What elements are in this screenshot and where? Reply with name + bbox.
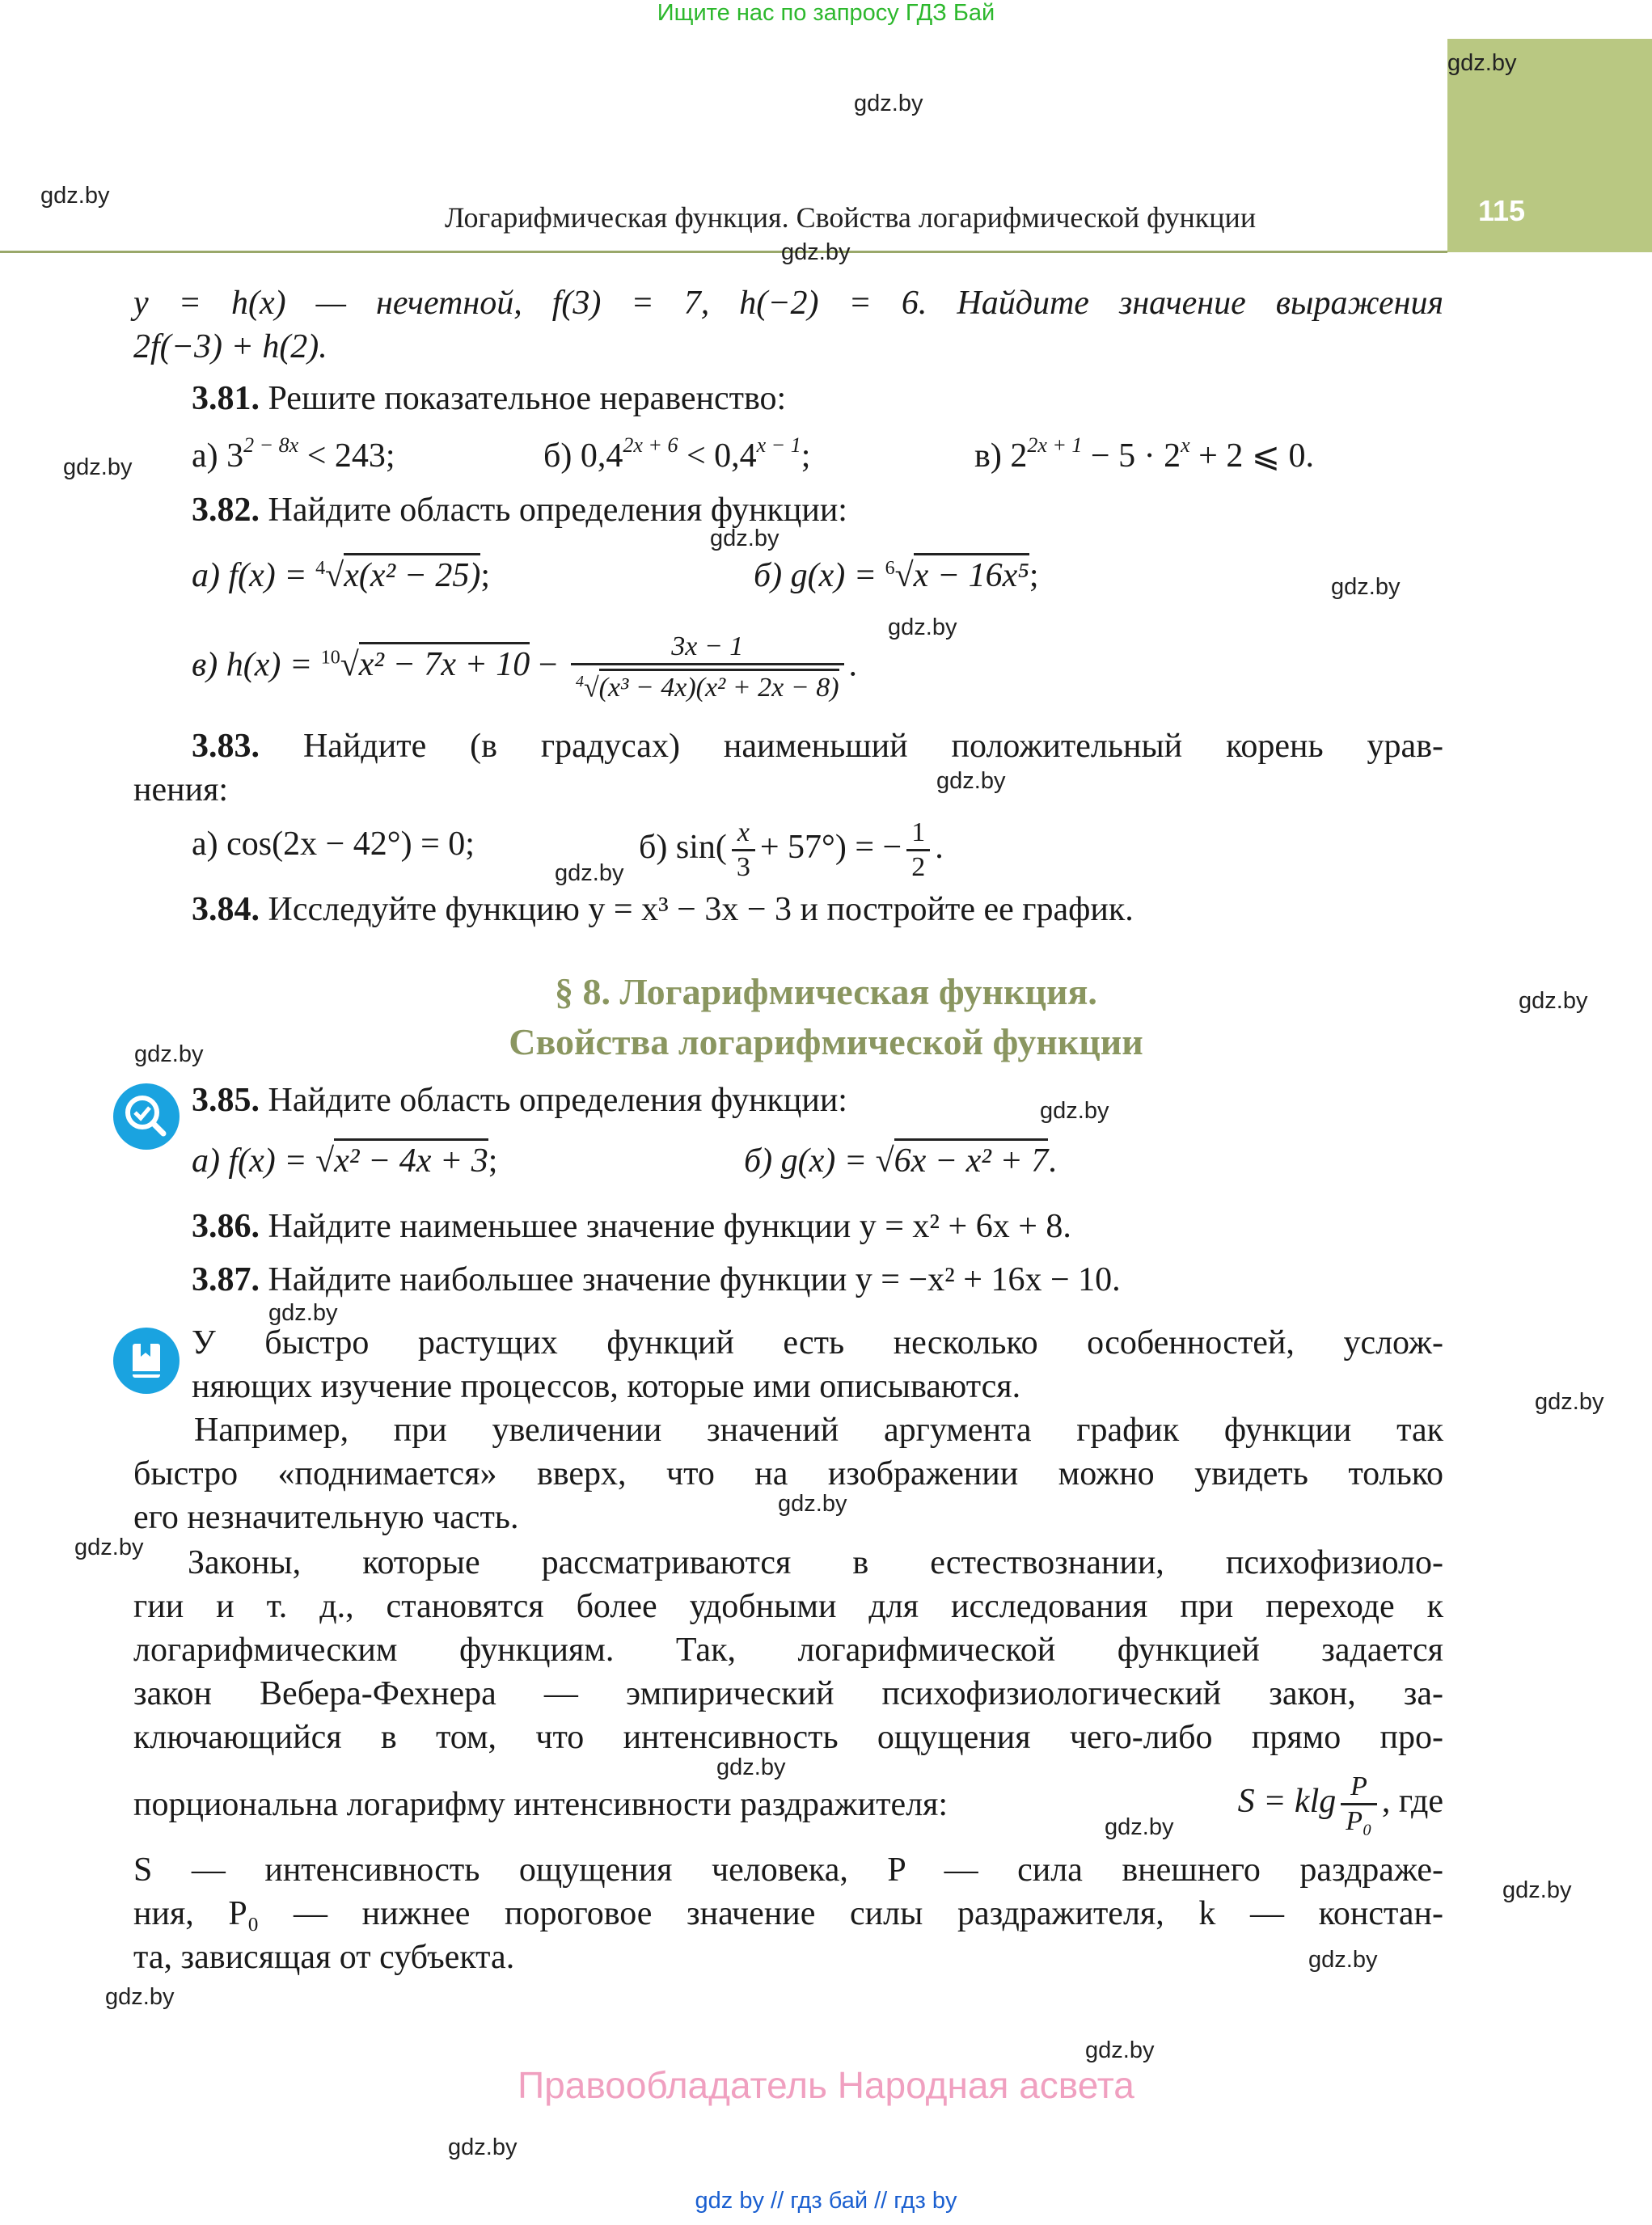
problem-number: 3.81. [192, 380, 260, 417]
watermark: gdz.by [555, 860, 624, 886]
watermark: gdz.by [134, 1041, 204, 1067]
problem-3-82 [192, 488, 1443, 532]
problem-3-86 [192, 1205, 1443, 1248]
weber-fechner-formula: S = klg [1237, 1783, 1337, 1821]
problem-3-87 [192, 1258, 1443, 1302]
problem-3-85-a: а) f(x) = √x² − 4x + 3; [192, 1142, 497, 1180]
body-line: та, зависящая от субъекта. [133, 1939, 515, 1976]
problem-text: Найдите (в градусах) наименьший положительный корень урав- [302, 728, 1444, 765]
problem-3-83-b: б) sin( $\frac{x}{3}$ + 57°) = − $\frac{1}{2}$ . [639, 817, 944, 882]
body-line: Законы, которые рассматриваются в естествознании, психофизиоло- [188, 1544, 1443, 1581]
fraction: $\frac{x}{3}$ [732, 817, 755, 884]
copyright-notice: Правообладатель Народная асвета [518, 2064, 1134, 2106]
problem-number: 3.86. [192, 1208, 260, 1245]
problem-3-81-b: б) $0,4^{2x + 6} < 0,4^{x - 1}$; [543, 433, 811, 475]
header-rule [0, 251, 1447, 253]
page-number: 115 [1478, 194, 1526, 227]
problem-3-82-c: в) h(x) = $^{10}$√x² − 7x + 10 − $\frac{3x - 1}{^4√(x^3 - 4x)(x^2 + 2x - 8)}$ . [192, 631, 858, 703]
watermark: gdz.by [448, 2134, 518, 2160]
problem-3-82-b: б) g(x) = $^6$√x − 16x⁵; [754, 556, 1039, 595]
body-line: его незначительную часть. [133, 1499, 519, 1536]
problem-number: 3.82. [192, 492, 260, 529]
watermark: gdz.by [710, 526, 780, 551]
fraction: $\frac{1}{2}$ [906, 817, 930, 884]
watermark: gdz.by [1519, 988, 1588, 1014]
body-line: Например, при увеличении значений аргумента график функции так [194, 1412, 1443, 1449]
search-check-icon [113, 1083, 180, 1150]
problem-3-83-cont: нения: [133, 771, 229, 809]
watermark: gdz.by [1331, 574, 1401, 600]
body-line: гии и т. д., становятся более удобными для исследования при переходе к [133, 1588, 1443, 1625]
section-title-line-1: § 8. Логарифмическая функция. [555, 971, 1097, 1012]
problem-3-81-c: в) $2^{2x + 1} - 5 \cdot 2^x + 2$ ⩽ 0. [974, 433, 1315, 475]
fraction: $\frac{3x - 1}{^4√(x^3 - 4x)(x^2 + 2x - 8)}$ [571, 631, 844, 704]
problem-text: Исследуйте функцию y = x³ − 3x − 3 и постройте ее график. [268, 891, 1134, 928]
watermark: gdz.by [1085, 2037, 1155, 2063]
watermark: gdz.by [781, 239, 851, 265]
body-line: ключающийся в том, что интенсивность ощущения чего-либо прямо про- [133, 1719, 1443, 1756]
watermark: gdz.by [1502, 1877, 1572, 1903]
watermark: gdz.by [854, 91, 923, 116]
watermark: gdz.by [778, 1491, 847, 1517]
body-line: няющих изучение процессов, которые ими описываются. [192, 1368, 1021, 1405]
problem-3-81-a: а) $3^{2 - 8x} < 243$; [192, 433, 395, 475]
watermark: gdz.by [1040, 1098, 1109, 1124]
problem-number: 3.83. [192, 728, 260, 765]
problem-text: Найдите наименьшее значение функции y = x² + 6x + 8. [268, 1208, 1071, 1245]
watermark: gdz.by [63, 454, 133, 480]
problem-3-85 [192, 1079, 1443, 1122]
problem-text: Решите показательное неравенство: [268, 380, 787, 417]
watermark: gdz.by [105, 1984, 175, 2010]
problem-3-85-b: б) g(x) = √6x − x² + 7. [744, 1142, 1057, 1180]
intro-line-2: 2f(−3) + h(2). [133, 328, 327, 365]
book-icon [113, 1328, 180, 1394]
body-line: У быстро растущих функций есть несколько особенностей, услож- [192, 1324, 1443, 1362]
problem-number: 3.85. [192, 1082, 260, 1119]
problem-3-81 [192, 377, 1443, 420]
body-line: логарифмическим функциям. Так, логарифмической функцией задается [133, 1632, 1443, 1669]
section-title-line-2: Свойства логарифмической функции [509, 1021, 1143, 1062]
body-line: S — интенсивность ощущения человека, P — сила внешнего раздраже- [133, 1851, 1443, 1889]
body-line: быстро «поднимается» вверх, что на изображении можно увидеть только [133, 1455, 1443, 1492]
problem-3-83-a: а) cos(2x − 42°) = 0; [192, 825, 475, 863]
watermark: gdz.by [1308, 1947, 1378, 1973]
footer-links[interactable]: gdz by // гдз бай // гдз by [695, 2188, 957, 2214]
watermark: gdz.by [268, 1300, 338, 1326]
running-title: Логарифмическая функция. Свойства логарифмической функции [445, 201, 1257, 234]
watermark: gdz.by [74, 1535, 144, 1560]
watermark: gdz.by [936, 768, 1006, 794]
body-line: закон Вебера-Фехнера — эмпирический психофизиологический закон, за- [133, 1675, 1443, 1712]
watermark: gdz.by [716, 1754, 786, 1780]
problem-3-84 [192, 888, 1443, 931]
problem-3-82-a: а) f(x) = $^4$√x(x² − 25); [192, 556, 490, 595]
problem-3-83 [192, 724, 1443, 768]
top-search-note: Ищите нас по запросу ГДЗ Бай [657, 0, 995, 26]
problem-text: Найдите наибольшее значение функции y = −x² + 16x − 10. [268, 1261, 1121, 1298]
watermark: gdz.by [888, 614, 957, 640]
watermark: gdz.by [40, 183, 110, 209]
fraction: $\frac{P}{\text{P₀}}$ [1341, 1771, 1377, 1838]
problem-text: Найдите область определения функции: [268, 1082, 847, 1119]
watermark: gdz.by [1535, 1389, 1604, 1415]
intro-line-1: y = h(x) — нечетной, f(3) = 7, h(−2) = 6. Найдите значение выражения [133, 285, 1443, 322]
body-line-formula: порциональна логарифму интенсивности раздражителя: S = klg $\frac{P}{\text{P₀}}$ , где [133, 1771, 1443, 1836]
problem-number: 3.87. [192, 1261, 260, 1298]
problem-number: 3.84. [192, 891, 260, 928]
watermark: gdz.by [1105, 1814, 1174, 1840]
body-line: ния, P₀ — нижнее пороговое значение силы раздражителя, k — констан- [133, 1895, 1443, 1932]
problem-text: Найдите область определения функции: [268, 492, 847, 529]
watermark: gdz.by [1447, 50, 1517, 76]
